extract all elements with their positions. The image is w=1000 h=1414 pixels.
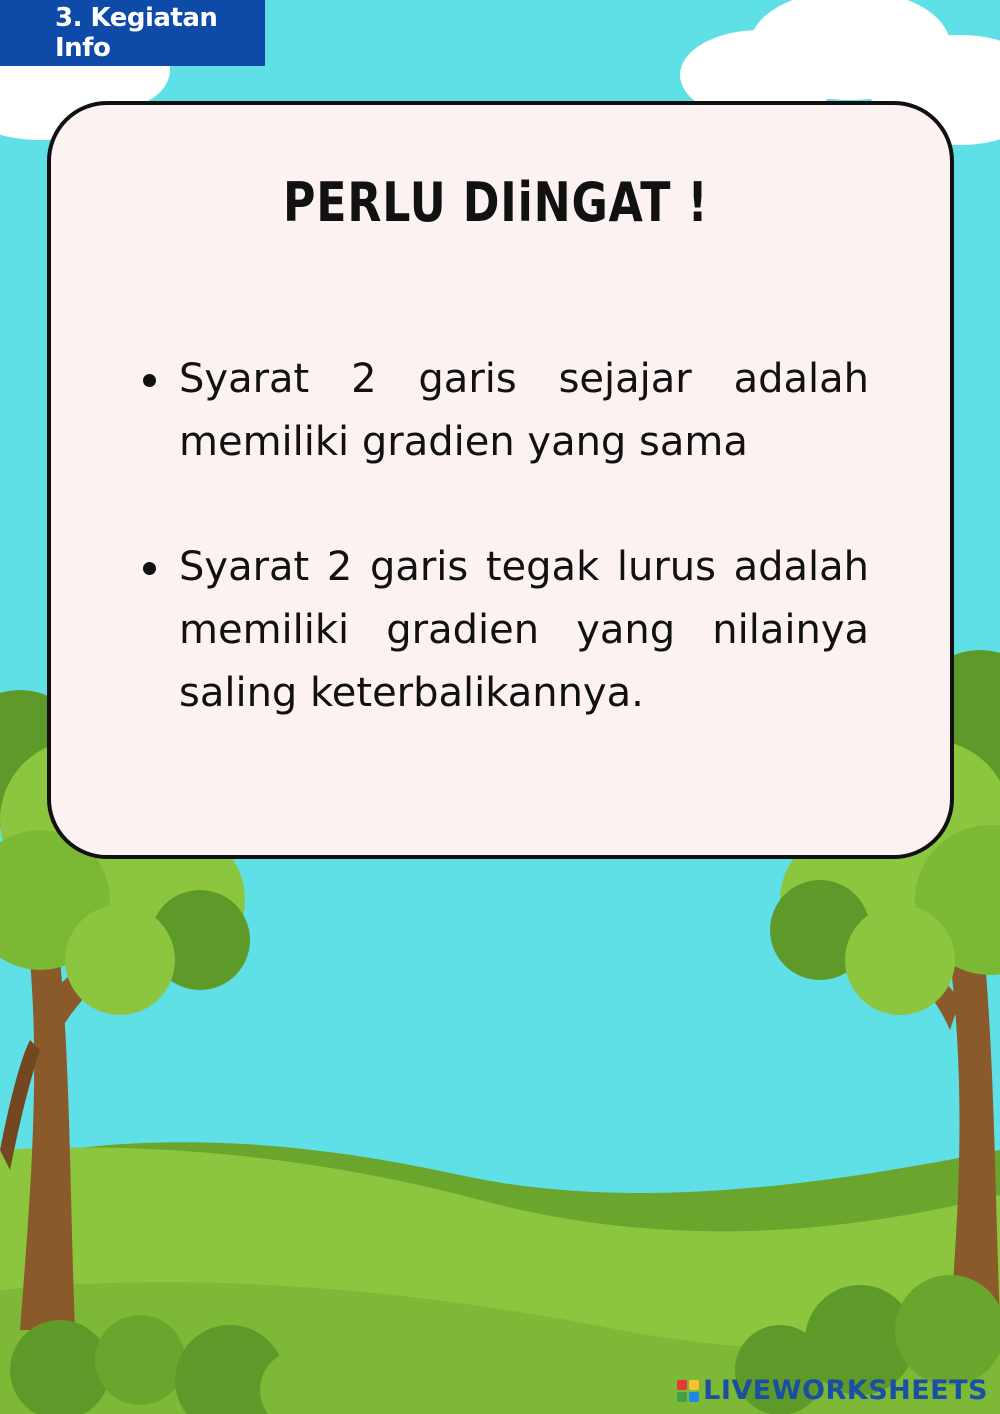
card-title: PERLU DIiNGAT ! [283,171,709,234]
bullet-list [139,348,869,787]
bullet-dot-icon [143,374,156,387]
liveworksheets-watermark [677,1375,988,1406]
bullet-item [139,348,869,474]
bullet-item [139,536,869,725]
bullet-text: Syarat 2 garis tegak lurus adalah memiliki gradien yang nilainya saling keterbalikannya. [179,544,869,716]
bullet-text: Syarat 2 garis sejajar adalah memiliki gradien yang sama [179,356,869,465]
info-card [47,101,954,859]
bullet-dot-icon [143,562,156,575]
liveworksheets-logo-icon [677,1380,699,1402]
watermark-text: LIVEWORKSHEETS [703,1375,988,1406]
section-label: 3. Kegiatan Info [0,0,265,66]
